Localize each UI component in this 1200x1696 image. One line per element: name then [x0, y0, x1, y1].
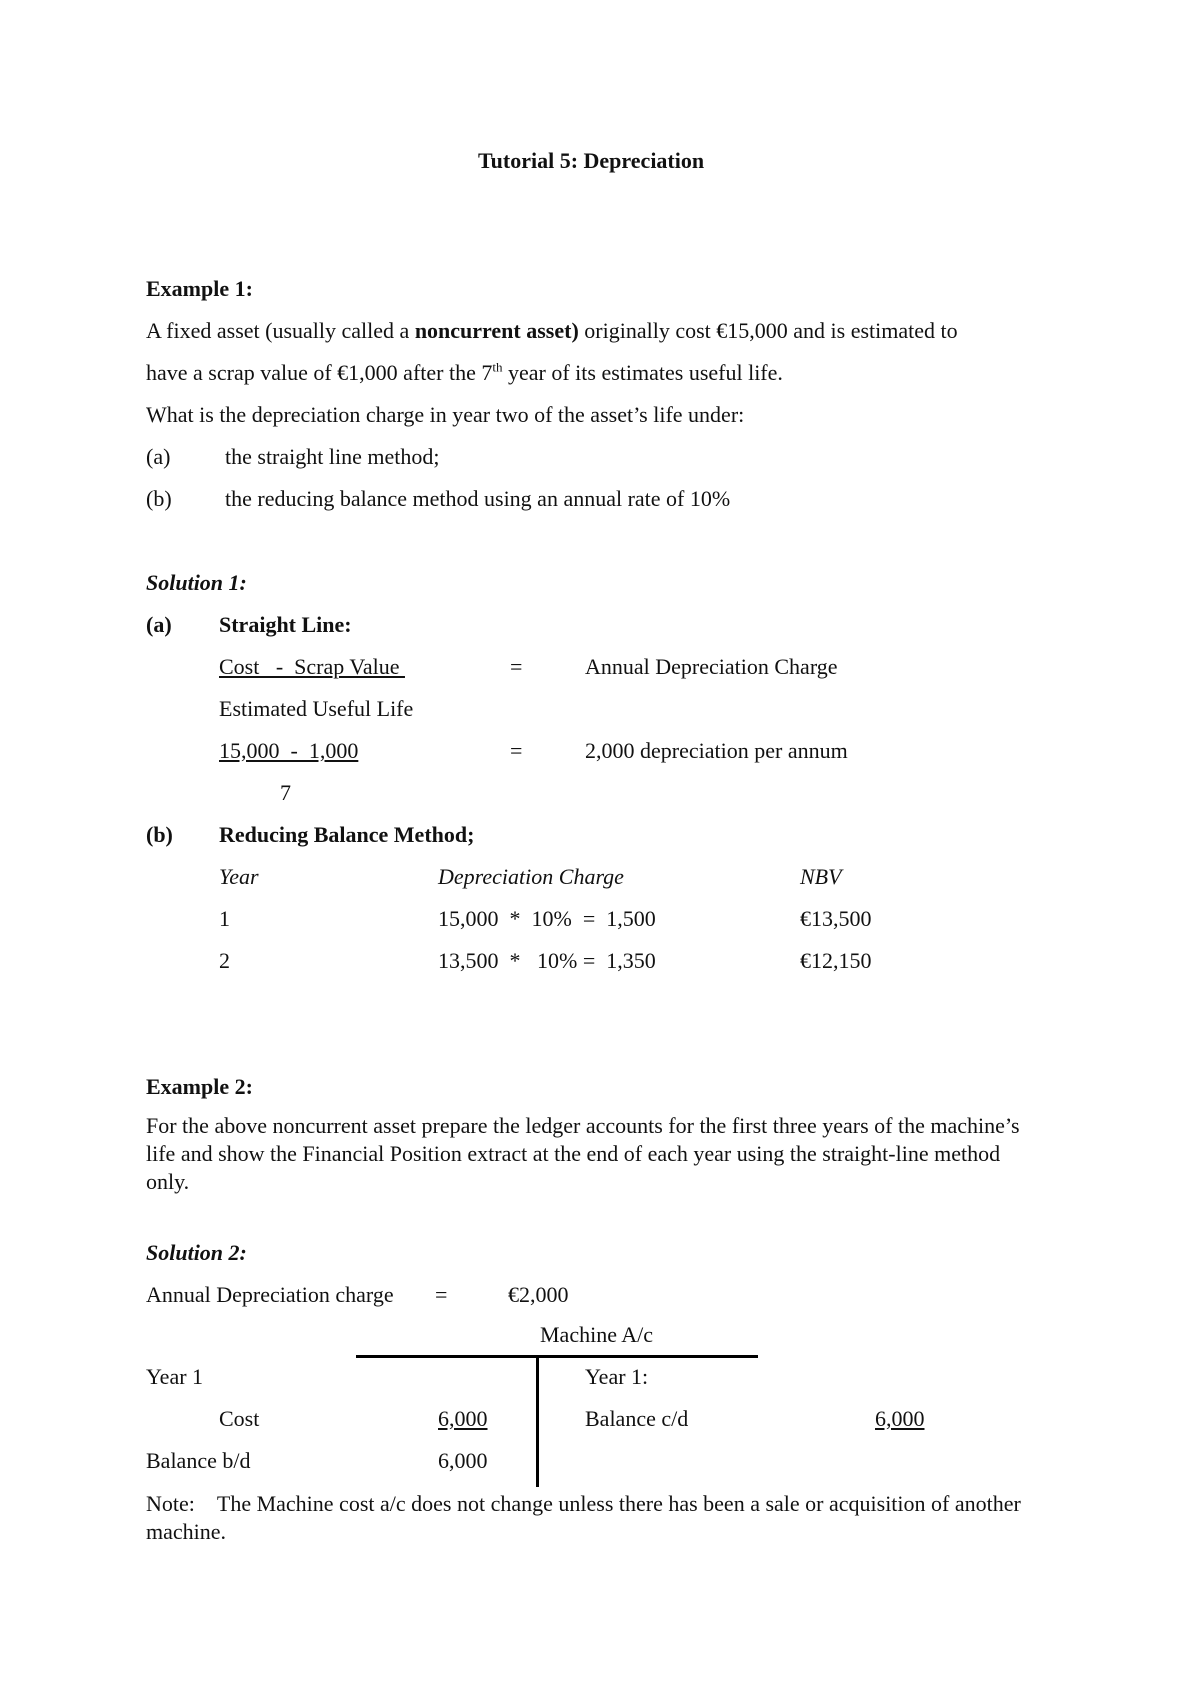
example1-line1-pre: A fixed asset (usually called a	[146, 318, 415, 343]
example1-line2-pre: have a scrap value of €1,000 after the 7	[146, 360, 493, 385]
formula-equals: =	[510, 654, 523, 679]
table-row2-year: 2	[219, 948, 230, 973]
calc-equals: =	[510, 738, 523, 763]
ledger-right-balance-label: Balance c/d	[585, 1406, 689, 1431]
example2-text: For the above noncurrent asset prepare the ledger accounts for the first three years of the machine’s life and show the Financial Position extract at the end of each year using the straight-line method only.	[146, 1113, 1020, 1194]
ledger-left-year: Year 1	[146, 1364, 204, 1389]
ledger-left-cost-label: Cost	[219, 1406, 260, 1431]
example1-heading: Example 1:	[146, 276, 253, 301]
charge-equals: =	[435, 1282, 448, 1307]
table-row1-nbv: €13,500	[800, 906, 872, 931]
calc-result: 2,000 depreciation per annum	[585, 738, 848, 763]
example1-line1-bold: noncurrent asset)	[414, 318, 579, 343]
table-header-year: Year	[219, 864, 259, 889]
example1-line1-post: originally cost €15,000 and is estimated to	[578, 318, 958, 343]
solution1-b-title: Reducing Balance Method;	[219, 822, 475, 847]
calc-numerator: 15,000 - 1,000	[219, 738, 359, 763]
example2-heading: Example 2:	[146, 1074, 253, 1099]
formula-denominator: Estimated Useful Life	[219, 696, 414, 721]
t-account-divider	[536, 1355, 539, 1487]
example1-line2	[146, 360, 783, 386]
example1-question: What is the depreciation charge in year two of the asset’s life under:	[146, 402, 745, 427]
table-row2-charge: 13,500 * 10% = 1,350	[438, 948, 656, 973]
formula-numerator: Cost - Scrap Value	[219, 654, 405, 679]
ledger-right-year: Year 1:	[585, 1364, 649, 1389]
charge-label: Annual Depreciation charge	[146, 1282, 394, 1307]
note	[146, 1490, 1046, 1546]
account-title: Machine A/c	[540, 1322, 654, 1347]
example1-item-a-label: (a)	[146, 444, 171, 469]
example1-item-b-label: (b)	[146, 486, 172, 511]
example1-item-b-text: the reducing balance method using an annual rate of 10%	[225, 486, 731, 511]
solution2-heading: Solution 2:	[146, 1240, 247, 1265]
note-label: Note:	[146, 1491, 195, 1516]
charge-value: €2,000	[508, 1282, 569, 1307]
example1-line2-post: year of its estimates useful life.	[502, 360, 783, 385]
ledger-left-balance-value: 6,000	[438, 1448, 488, 1473]
solution1-a-title: Straight Line:	[219, 612, 352, 637]
ledger-left-cost-value: 6,000	[438, 1406, 488, 1431]
formula-result: Annual Depreciation Charge	[585, 654, 838, 679]
solution1-heading: Solution 1:	[146, 570, 247, 595]
solution1-a-label: (a)	[146, 612, 172, 637]
example1-line2-sup: th	[492, 359, 503, 375]
page-title: Tutorial 5: Depreciation	[478, 148, 705, 173]
solution1-b-label: (b)	[146, 822, 173, 847]
ledger-right-balance-value: 6,000	[875, 1406, 925, 1431]
t-account-top-line	[356, 1355, 758, 1358]
table-header-charge: Depreciation Charge	[438, 864, 624, 889]
table-row1-year: 1	[219, 906, 230, 931]
calc-denominator: 7	[280, 780, 291, 805]
example1-item-a-text: the straight line method;	[225, 444, 440, 469]
example1-line1	[146, 318, 958, 344]
note-text: The Machine cost a/c does not change unless there has been a sale or acquisition of another machine.	[146, 1491, 1021, 1544]
table-row2-nbv: €12,150	[800, 948, 872, 973]
table-row1-charge: 15,000 * 10% = 1,500	[438, 906, 656, 931]
ledger-left-balance-label: Balance b/d	[146, 1448, 251, 1473]
table-header-nbv: NBV	[800, 864, 842, 889]
